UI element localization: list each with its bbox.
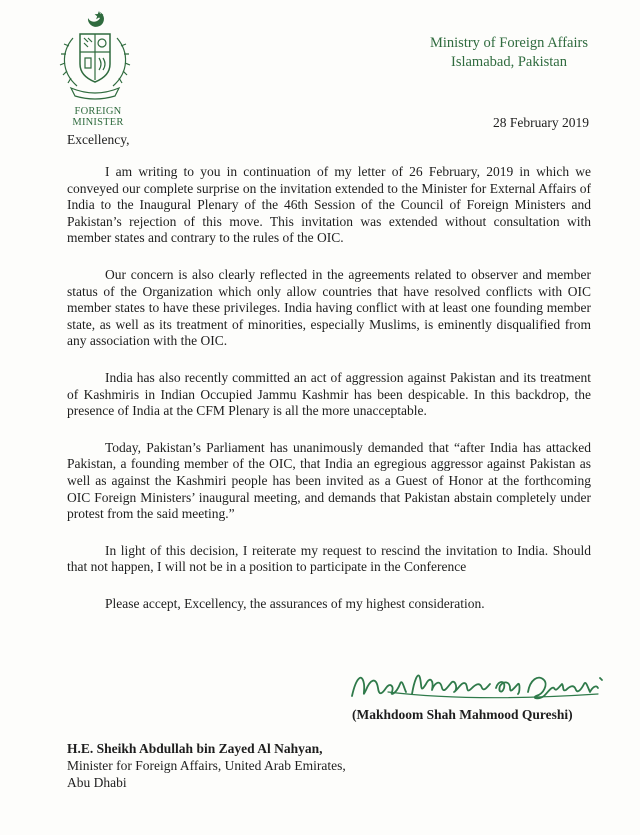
ministry-city: Islamabad, Pakistan — [451, 54, 567, 70]
paragraph: Today, Pakistan’s Parliament has unanimously demanded that “after India has attacked Pakistan, a founding member of the OIC, that India an egregious aggressor against Pakistan as well as against the Kashmiri people has been invited as a Guest of Honor at the forthcoming OIC Foreign Ministers’ inaugural meeting, and demands that Pakistan abstain completely under protest from the said meeting.” — [67, 439, 591, 522]
letter-body — [67, 164, 591, 632]
letterhead-ministry — [430, 34, 588, 72]
recipient-name: H.E. Sheikh Abdullah bin Zayed Al Nahyan, — [67, 741, 323, 756]
paragraph: Please accept, Excellency, the assurances of my highest consideration. — [105, 595, 485, 611]
signatory-name: (Makhdoom Shah Mahmood Qureshi) — [352, 707, 573, 722]
letterhead-office: FOREIGN MINISTER — [72, 106, 124, 128]
recipient-city: Abu Dhabi — [67, 775, 127, 790]
paragraph: Our concern is also clearly reflected in the agreements related to observer and member status of the Organization which only allow countries that have resolved conflicts with OIC member states to have these privileges. India having conflict with at least one founding member state, as well as its treatment of minorities, especially Muslims, is eminently disqualified from any association with the OIC. — [67, 266, 591, 349]
recipient-address — [67, 740, 346, 791]
paragraph: India has also recently committed an act of aggression against Pakistan and its treatment of Kashmiris in Indian Occupied Jammu Kashmir has been despicable. In this backdrop, the presence of India at the CFM Plenary is all the more unacceptable. — [67, 369, 591, 419]
paragraph: I am writing to you in continuation of my letter of 26 February, 2019 in which we conveyed our complete surprise on the invitation extended to the Minister for External Affairs of India to the Inaugural Plenary of the 46th Session of the Council of Foreign Ministers and Pakistan’s rejection of this move. This invitation was extended without consultation with member states and contrary to the rules of the OIC. — [67, 164, 591, 246]
recipient-title: Minister for Foreign Affairs, United Arab Emirates, — [67, 758, 346, 773]
paragraph: In light of this decision, I reiterate my request to rescind the invitation to India. Should that not happen, I will not be in a position to participate in the Conference — [67, 542, 591, 575]
salutation: Excellency, — [67, 132, 130, 147]
ministry-name: Ministry of Foreign Affairs — [429, 35, 588, 51]
letter-date: 28 February 2019 — [493, 115, 589, 130]
state-emblem-icon — [55, 8, 135, 100]
handwritten-signature — [348, 658, 616, 708]
